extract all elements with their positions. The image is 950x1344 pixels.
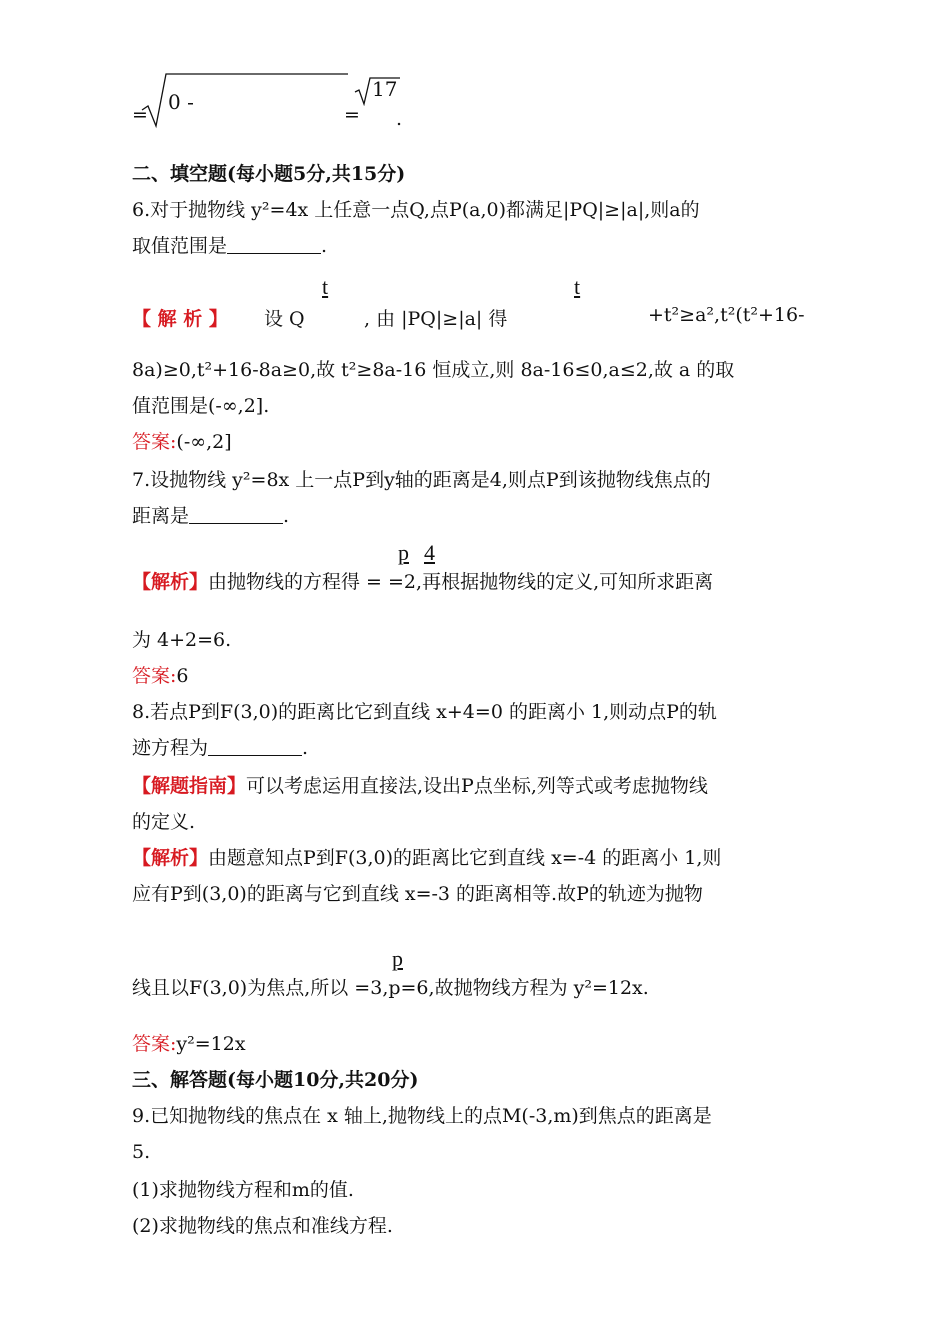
q8-guide-line-2: 的定义. [132,811,196,833]
q8-sol-text: 由题意知点P到F(3,0)的距离比它到直线 x=-4 的距离小 1,则 [208,847,722,869]
q8-guide-line-1 [132,772,708,800]
answer-blank [189,505,283,524]
q6-line-1: 6.对于抛物线 y²=4x 上任意一点Q,点P(a,0)都满足|PQ|≥|a|,则a的 [132,199,700,221]
answer-label: 答案: [132,431,177,453]
answer-blank [227,235,321,254]
q7-answer [132,662,189,690]
q7-sol-line-2: 为 4+2=6. [132,629,232,651]
q6-prompt: 取值范围是 [132,235,228,257]
fraction-t-2: t [574,274,581,299]
sqrt-value: 17 [372,77,398,101]
period: . [396,108,403,130]
q8-sol-line-1 [132,844,721,872]
q8-line-1: 8.若点P到F(3,0)的距离比它到直线 x+4=0 的距离小 1,则动点P的轨 [132,701,717,723]
section-2-title: 二、填空题(每小题5分,共15分) [132,163,406,185]
q8-line-2 [132,734,308,762]
answer-value: y²=12x [176,1033,246,1055]
q7-period: . [283,505,290,527]
q9-part-2: (2)求抛物线的焦点和准线方程. [132,1215,393,1237]
jiexi-label: 【解析】 [132,847,209,869]
radical-content: 0 - [168,90,194,114]
guide-label: 【解题指南】 [132,775,247,797]
q7-line-2 [132,502,289,530]
fraction-p: p [392,946,403,971]
q8-prompt: 迹方程为 [132,737,209,759]
q8-period: . [302,737,309,759]
q7-prompt: 距离是 [132,505,190,527]
q6-sol-c: +t²≥a²,t²(t²+16- [648,304,805,326]
jiexi-label: 【 解 析 】 [132,308,228,330]
guide-text: 可以考虑运用直接法,设出P点坐标,列等式或考虑抛物线 [246,775,708,797]
fraction-p: p [398,540,409,565]
q9-line-1: 9.已知抛物线的焦点在 x 轴上,抛物线上的点M(-3,m)到焦点的距离是 [132,1105,712,1127]
jiexi-label: 【解析】 [132,571,209,593]
equals-sign: = [132,104,148,126]
q7-sol-text: 由抛物线的方程得 = =2,再根据抛物线的定义,可知所求距离 [208,571,714,593]
q6-answer [132,428,232,456]
answer-label: 答案: [132,665,177,687]
q6-line-2 [132,232,327,260]
q7-line-1: 7.设抛物线 y²=8x 上一点P到y轴的距离是4,则点P到该抛物线焦点的 [132,469,711,491]
q7-sol-line-1 [132,568,713,596]
q6-sol-line-3: 值范围是(-∞,2]. [132,395,270,417]
q9-line-2: 5. [132,1141,151,1163]
q6-sol-b: , 由 |PQ|≥|a| 得 [364,308,508,330]
answer-value: (-∞,2] [176,431,232,453]
equals-sign-2: = [344,104,360,126]
answer-value: 6 [176,665,189,687]
q6-sol-a: 设 Q [264,308,305,330]
q9-part-1: (1)求抛物线方程和m的值. [132,1179,354,1201]
q8-sol-line-2: 应有P到(3,0)的距离与它到直线 x=-3 的距离相等.故P的轨迹为抛物 [132,883,703,905]
q8-sol-line-3: 线且以F(3,0)为焦点,所以 =3,p=6,故抛物线方程为 y²=12x. [132,977,649,999]
fraction-t-1: t [322,274,329,299]
q8-answer [132,1030,246,1058]
q6-period: . [321,235,328,257]
answer-blank [208,737,302,756]
fraction-4: 4 [424,540,435,565]
section-3-title: 三、解答题(每小题10分,共20分) [132,1069,419,1091]
answer-label: 答案: [132,1033,177,1055]
q6-sol-line-2: 8a)≥0,t²+16-8a≥0,故 t²≥8a-16 恒成立,则 8a-16≤0,a≤2,故 a 的取 [132,359,735,381]
